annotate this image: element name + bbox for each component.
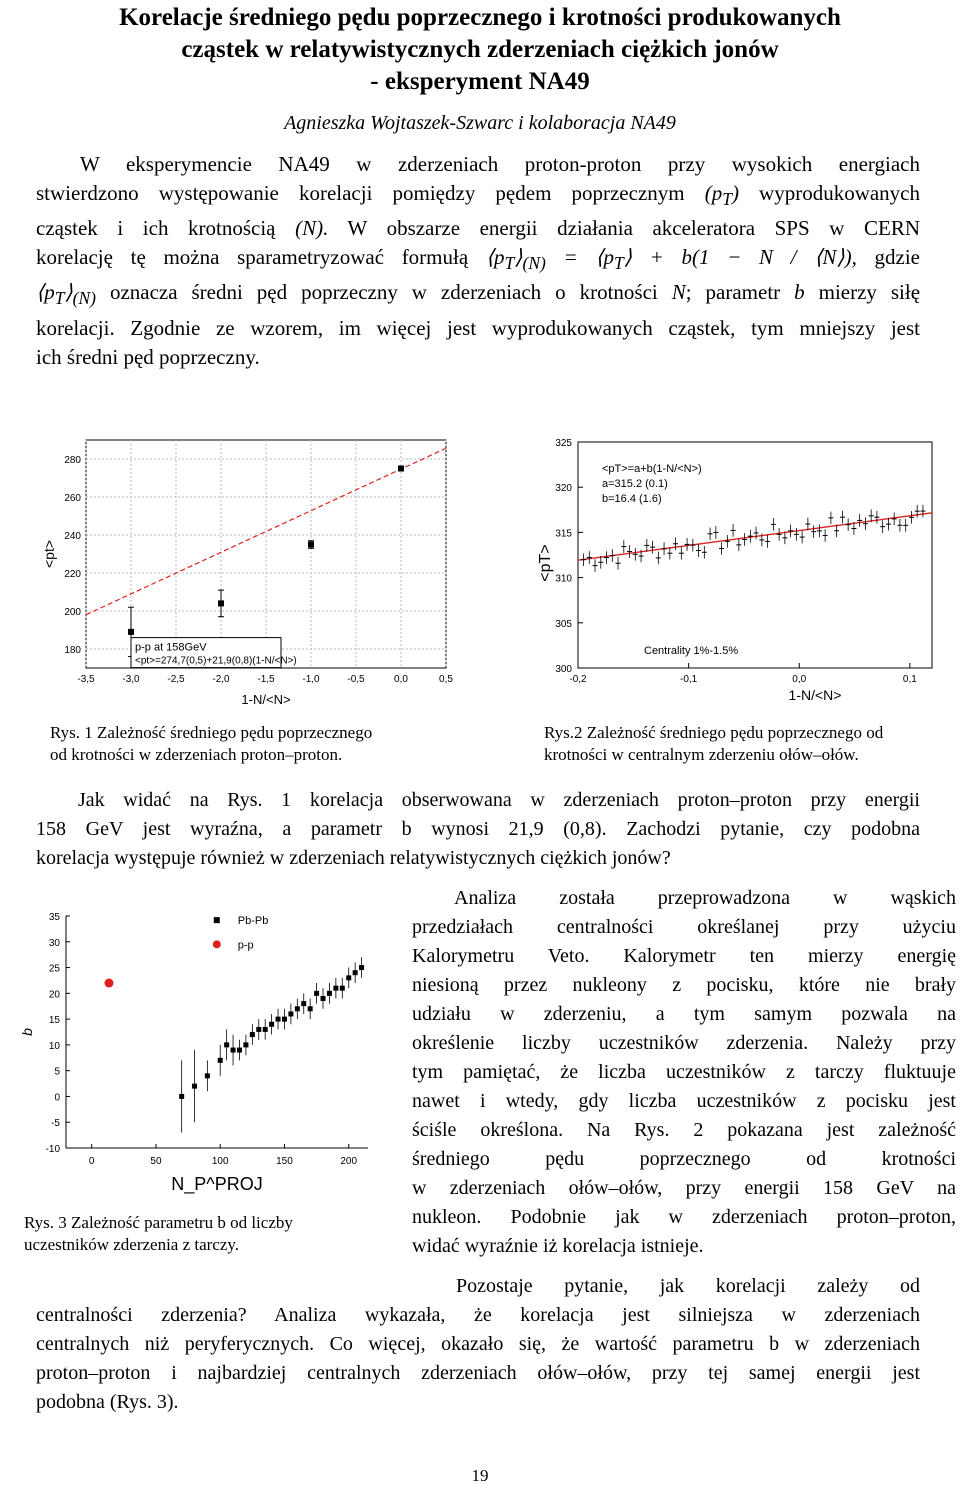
intro-line-4b: gdzie [874,245,921,270]
data-point-pbpb [333,986,338,991]
data-point-pbpb [301,1001,306,1006]
para3-line-9: ściśle określona. Na Rys. 2 pokazana jest zależność [412,1119,956,1141]
x-tick-label: 150 [276,1156,293,1167]
y-tick-label: 305 [555,618,572,630]
data-point-pbpb [231,1048,236,1053]
para3-line-1: Analiza została przeprowadzona w wąskich [454,887,956,909]
data-point [308,542,314,548]
y-tick-label: 310 [555,573,572,585]
para4-line-5: podobna (Rys. 3). [36,1391,179,1413]
y-tick-label: 20 [48,989,60,1001]
legend-pbpb: Pb-Pb [237,915,269,928]
data-point-pbpb [263,1027,268,1032]
x-tick-label: 50 [150,1156,162,1167]
y-tick-label: 325 [555,438,572,449]
data-point-pbpb [282,1017,287,1022]
x-tick-label: 0 [88,1156,95,1167]
intro-line-5c: mierzy siłę [818,280,921,305]
intro-line-1: W eksperymencie NA49 w zderzeniach proton-proton przy wysokich energiach [80,152,920,176]
y-tick-label: 5 [54,1066,60,1078]
x-tick-label: -3,5 [77,674,95,685]
data-point-pbpb [327,991,332,996]
intro-line-3a: cząstek i ich krotnością [36,216,276,241]
title-line-2: cząstek w relatywistycznych zderzeniach ciężkich jonów [181,36,779,63]
data-point-pbpb [250,1032,255,1037]
title-line-1: Korelacje średniego pędu poprzecznego i krotności produkowanych [119,4,841,31]
legend-title: p-p at 158GeV [135,641,207,654]
data-point-pbpb [353,970,358,975]
y-tick-label: 35 [48,912,60,923]
data-point-pbpb [359,965,364,970]
data-point-pbpb [288,1011,293,1016]
para3-line-6: określenie liczby uczestników zderzenia. Należy przy [412,1032,956,1054]
caption-1-line-2: od krotności w zderzeniach proton–proton. [50,745,343,764]
para3-line-5: udziału w zderzeniu, a tym samym pozwala na [412,1003,956,1025]
data-point-pbpb [192,1084,197,1089]
data-point-pbpb [179,1094,184,1099]
para2-line-1: Jak widać na Rys. 1 korelacja obserwowana w zderzeniach proton–proton przy energii [78,789,920,811]
data-point-pp [104,979,113,988]
intro-line-3b: W obszarze energii działania akceleratora SPS w CERN [347,216,920,241]
caption-3-line-1: Rys. 3 Zależność parametru b od liczby [24,1213,293,1232]
data-point [128,629,134,635]
caption-1-line-1: Rys. 1 Zależność średniego pędu poprzecznego [50,723,373,742]
paragraph-2 [36,786,920,873]
y-tick-label: 300 [555,664,572,675]
legend-marker-pp [213,940,221,948]
caption-1 [50,722,470,766]
formula-ptn: $⟨p_T⟩_{(N)}$ [36,280,96,309]
caption-3 [24,1212,384,1256]
data-point-pbpb [346,975,351,980]
data-point-pbpb [243,1042,248,1047]
x-tick-label: 100 [211,1156,229,1167]
intro-paragraph [36,150,920,372]
x-tick-label: -0,2 [569,674,587,685]
y-tick-label: 260 [64,493,81,504]
fit-line [578,513,932,560]
para3-line-13: widać wyraźnie iż korelacja istnieje. [412,1235,704,1257]
data-point [218,600,224,606]
para2-line-3: korelacja występuje również w zderzeniach relatywistycznych ciężkich jonów? [36,847,671,869]
figure-2 [520,432,940,712]
plot-frame [578,442,932,668]
formula-b: b [794,280,805,305]
y-tick-label: 280 [64,455,81,466]
y-axis-label: <pt> [41,539,57,569]
para3-line-8: nawet i wtedy, gdy liczba uczestników z pocisku jest [412,1090,956,1112]
intro-line-2 [36,179,920,214]
y-tick-label: 240 [64,531,81,542]
formula-main: $⟨p_T⟩_{(N)}$ = $⟨p_T⟩ + b(1 - N$ / ⟨N⟩), [485,245,857,274]
paragraph-4 [36,1272,920,1417]
intro-line-2b: wyprodukowanych [759,181,920,205]
x-tick-label: -0,1 [680,674,698,685]
data-point-pbpb [224,1042,229,1047]
legend-pp: p-p [237,939,254,952]
y-axis-label: <pT> [537,544,554,582]
para3-line-12: nukleon. Podobnie jak w zderzeniach proton–proton, [412,1206,956,1228]
author: Agnieszka Wojtaszek-Szwarc i kolaboracja NA49 [284,112,676,134]
data-point [398,466,404,472]
data-point-pbpb [256,1027,261,1032]
legend-b: b=16.4 (1.6) [602,493,662,505]
caption-2 [544,722,960,766]
x-tick-label: 0,0 [394,674,408,685]
legend-marker-pbpb [214,917,220,923]
intro-line-4 [36,243,920,278]
y-tick-label: 25 [48,963,60,975]
page-number: 19 [471,1466,489,1485]
x-axis-label: N_P^PROJ [171,1174,263,1194]
x-tick-label: -2,0 [212,674,230,685]
y-tick-label: -10 [45,1144,60,1155]
legend-formula: <pt>=274,7(0,5)+21,9(0,8)(1-N/<N>) [135,655,297,667]
y-tick-label: 30 [48,937,60,949]
y-tick-label: -5 [51,1118,60,1130]
para3-line-7: tym pamiętać, że liczba uczestników z tarczy fluktuuje [412,1061,956,1083]
x-tick-label: 0,0 [792,674,807,685]
figure-1-chart [36,432,456,712]
data-point-pbpb [314,991,319,996]
x-tick-label: -1,0 [302,674,320,685]
intro-line-3 [36,214,920,243]
y-tick-label: 10 [48,1040,60,1052]
x-axis-label: 1-N/<N> [241,692,291,707]
paragraph-3 [412,884,956,1261]
para3-line-4: niesioną przez nukleony z pocisku, które nie brały [412,974,956,996]
y-tick-label: 15 [48,1015,60,1027]
para3-line-2: przedziałach centralności określanej przy użyciu [412,916,956,938]
x-tick-label: -0,5 [347,674,365,685]
para4-line-2: centralności zderzenia? Analiza wykazała, że korelacja jest silniejsza w zderzeniach [36,1304,920,1326]
x-tick-label: -3,0 [122,674,140,685]
para4-line-1: Pozostaje pytanie, jak korelacji zależy od [456,1275,920,1297]
data-point-pbpb [237,1048,242,1053]
data-point-pbpb [321,996,326,1001]
y-tick-label: 180 [64,645,81,656]
data-point-pbpb [295,1006,300,1011]
data-point-pbpb [205,1073,210,1078]
x-tick-label: 200 [340,1156,358,1167]
x-tick-label: -2,5 [167,674,185,685]
centrality-label: Centrality 1%-1.5% [644,645,739,657]
para4-line-4: proton–proton i najbardziej centralnych zderzeniach ołów–ołów, przy tej samej energii jest [36,1362,920,1384]
figure-3-chart [18,900,378,1210]
para2-line-2: 158 GeV jest wyraźna, a parametr b wynosi 21,9 (0,8). Zachodzi pytanie, czy podobna [36,818,920,840]
data-point-pbpb [218,1058,223,1063]
data-point-pbpb [276,1017,281,1022]
intro-line-4a: korelację tę można sparametryzować formułą [36,245,469,270]
x-tick-label: 0,1 [902,674,917,685]
x-axis-label: 1-N/<N> [788,687,842,703]
intro-line-2a: stwierdzono występowanie korelacji pomiędzy pędem poprzecznym [36,181,685,205]
formula-pt: $(p_T)$ [704,181,739,210]
data-point-pbpb [340,986,345,991]
x-tick-label: -1,5 [257,674,275,685]
figure-2-chart [520,432,940,712]
legend-a: a=315.2 (0.1) [602,478,668,490]
y-axis-label: b [19,1028,35,1036]
figure-1 [36,432,456,712]
title [60,2,900,98]
para3-line-3: Kalorymetru Veto. Kalorymetr ten mierzy energię [412,945,956,967]
intro-line-5a: oznacza średni pęd poprzeczny w zderzeniach o krotności [109,280,658,305]
formula-n: (N). [295,216,329,241]
caption-2-line-2: krotności w centralnym zderzeniu ołów–ołów. [544,745,859,764]
figure-3 [18,900,378,1210]
y-tick-label: 320 [555,483,572,495]
caption-3-line-2: uczestników zderzenia z tarczy. [24,1235,240,1254]
intro-line-6: korelacji. Zgodnie ze wzorem, im więcej jest wyprodukowanych cząstek, tym mniejszy jest [36,315,920,340]
data-point-pbpb [269,1022,274,1027]
para3-line-10: średniego pędu poprzecznego od krotności [412,1148,956,1170]
intro-line-5b: ; parametr [685,280,781,305]
para4-line-3: centralnych niż peryferycznych. Co więcej, okazało się, że wartość parametru b w zderzeniach [36,1333,920,1355]
formula-n2: N [671,280,686,305]
x-tick-label: 0,5 [439,674,453,685]
data-point-pbpb [308,1006,313,1011]
para3-line-11: w zderzeniach ołów–ołów, przy energii 158 GeV na [412,1177,956,1199]
caption-2-line-1: Rys.2 Zależność średniego pędu poprzecznego od [544,723,884,742]
y-tick-label: 200 [64,607,81,618]
y-tick-label: 220 [64,569,81,580]
legend-formula: <pT>=a+b(1-N/<N>) [602,463,702,475]
y-tick-label: 0 [54,1092,60,1104]
title-line-3: - eksperyment NA49 [370,68,590,95]
intro-line-5 [36,278,920,313]
y-tick-label: 315 [555,528,572,540]
intro-line-7: ich średni pęd poprzeczny. [36,344,260,369]
